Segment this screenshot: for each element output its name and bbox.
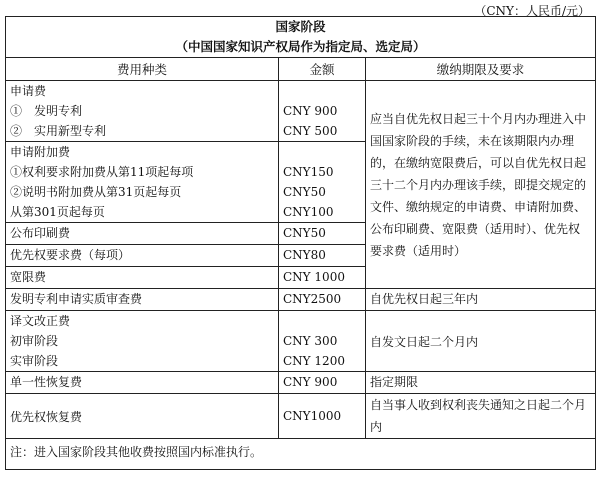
priority-fee-label: 优先权要求费（每项）	[6, 245, 279, 267]
priority-restore-fee-amount: CNY1000	[279, 394, 366, 439]
currency-note: （CNY：人民币/元）	[474, 4, 590, 18]
application-fee-invention: ① 发明专利	[10, 104, 83, 118]
examination-fee-label: 发明专利申请实质审查费	[6, 289, 279, 311]
table-row	[6, 289, 596, 311]
publication-fee-amount: CNY50	[279, 223, 366, 245]
footnote: 注：进入国家阶段其他收费按照国内标准执行。	[6, 439, 596, 470]
amount-cell-application	[279, 81, 366, 142]
table-subtitle: （中国国家知识产权局作为指定局、选定局）	[175, 39, 426, 54]
examination-fee-amount: CNY2500	[279, 289, 366, 311]
application-fee-utility-amount: CNY 500	[283, 124, 338, 138]
application-fee-title: 申请费	[10, 84, 47, 98]
translation-fee-substantive-amount: CNY 1200	[283, 354, 345, 368]
table-header	[6, 17, 596, 58]
surcharge-claims: ①权利要求附加费从第11项起每项	[10, 165, 194, 179]
priority-restore-fee-deadline: 自当事人收到权利丧失通知之日起二个月内	[366, 394, 596, 439]
priority-fee-amount: CNY80	[279, 245, 366, 267]
translation-fee-substantive: 实审阶段	[10, 354, 59, 368]
column-header-amount: 金额	[279, 58, 366, 81]
surcharge-description: ②说明书附加费从第31页起每页	[10, 185, 182, 199]
translation-fee-preliminary: 初审阶段	[10, 334, 59, 348]
application-fee-utility: ② 实用新型专利	[10, 124, 107, 138]
surcharge-title: 申请附加费	[10, 145, 71, 159]
table-row	[6, 372, 596, 394]
grace-fee-amount: CNY 1000	[279, 267, 366, 289]
application-fee-invention-amount: CNY 900	[283, 104, 338, 118]
translation-fee-deadline: 自发文日起二个月内	[366, 311, 596, 372]
priority-restore-fee-label: 优先权恢复费	[6, 394, 279, 439]
fee-table	[5, 16, 596, 470]
fee-cell-surcharge	[6, 142, 279, 223]
surcharge-description-amount: CNY50	[283, 185, 326, 199]
deadline-cell-entry: 应当自优先权日起三十个月内办理进入中国国家阶段的手续，未在该期限内办理的，在缴纳宽限费后，可以自优先权日起三十二个月内办理该手续，即提交规定的文件、缴纳规定的申请费、申请附加费、公布印刷费、宽限费（适用时）、优先权要求费（适用时）	[366, 81, 596, 289]
translation-fee-preliminary-amount: CNY 300	[283, 334, 338, 348]
unity-fee-amount: CNY 900	[279, 372, 366, 394]
footnote-row	[6, 439, 596, 470]
fee-cell-application	[6, 81, 279, 142]
table-row	[6, 311, 596, 372]
surcharge-description-301-amount: CNY100	[283, 205, 334, 219]
grace-fee-label: 宽限费	[6, 267, 279, 289]
amount-cell-translation	[279, 311, 366, 372]
unity-fee-label: 单一性恢复费	[6, 372, 279, 394]
unity-fee-deadline: 指定期限	[366, 372, 596, 394]
translation-fee-title: 译文改正费	[10, 314, 71, 328]
amount-cell-surcharge	[279, 142, 366, 223]
examination-fee-deadline: 自优先权日起三年内	[366, 289, 596, 311]
publication-fee-label: 公布印刷费	[6, 223, 279, 245]
column-header-row	[6, 58, 596, 81]
column-header-fee-type: 费用种类	[6, 58, 279, 81]
column-header-deadline: 缴纳期限及要求	[366, 58, 596, 81]
surcharge-claims-amount: CNY150	[283, 165, 334, 179]
table-header-row	[6, 17, 596, 58]
table-row	[6, 81, 596, 142]
fee-cell-translation	[6, 311, 279, 372]
table-title: 国家阶段	[275, 19, 326, 34]
surcharge-description-301: 从第301页起每页	[10, 205, 105, 219]
table-row	[6, 394, 596, 439]
